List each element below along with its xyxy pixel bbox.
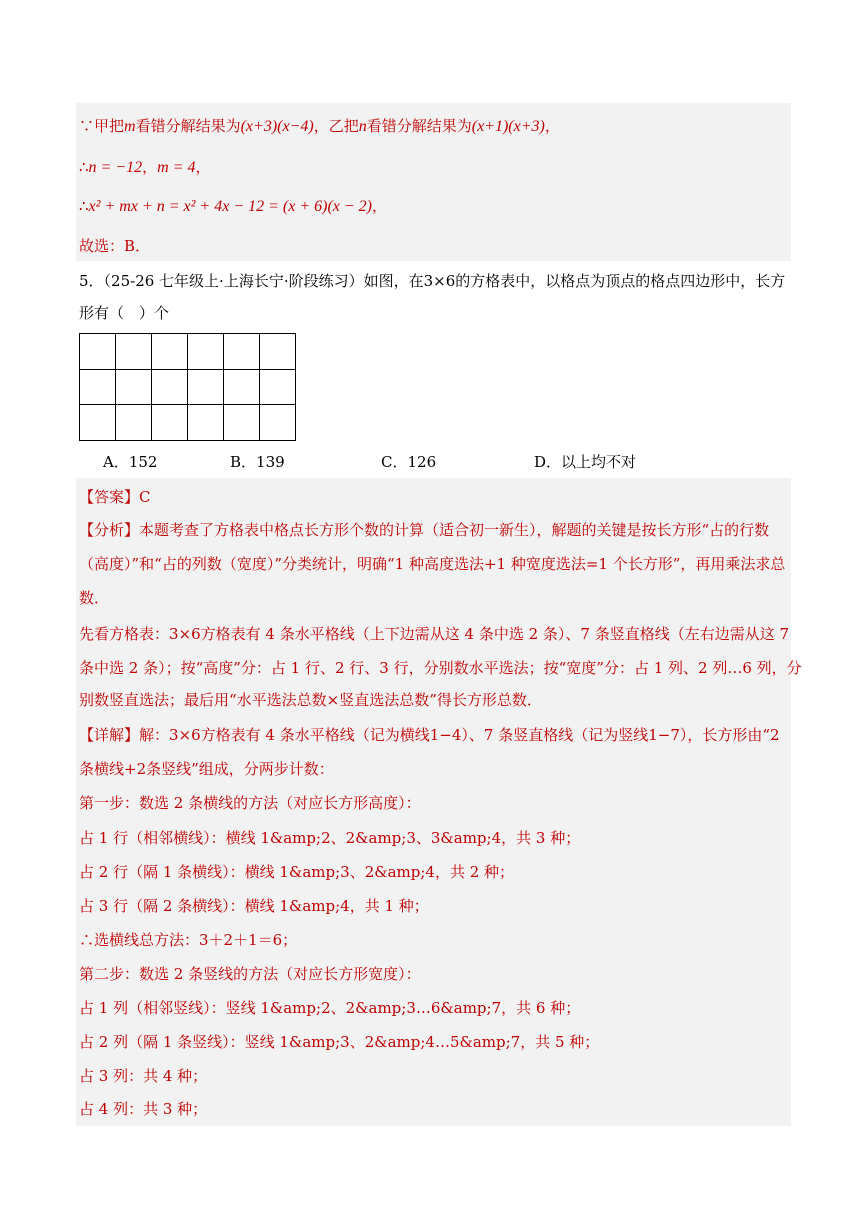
analysis-line-2: （高度）”和“占的列数（宽度）”分类统计，明确“1 种高度选法+1 种宽度选法=1 个长方形”，再用乘法求总 [79,555,786,573]
grid-cell [223,333,260,370]
step-line-1: 第一步：数选 2 条横线的方法（对应长方形高度）： [79,794,421,812]
analysis-line-1: 【分析】本题考查了方格表中格点长方形个数的计算（适合初一新生），解题的关键是按长方形“占的行数 [79,521,770,539]
step-line-8: 占 2 列（隔 1 条竖线）：竖线 1&amp;3、2&amp;4…5&amp;7，共 5 种； [79,1033,600,1051]
step-line-9: 占 3 列：共 4 种； [79,1067,208,1085]
look-line-2: 条中选 2 条）；按“高度”分：占 1 行、2 行、3 行，分别数水平选法；按“宽度”分：占 1 列、2 列…6 列，分 [79,659,802,677]
question-line-2: 形有（ ）个 [79,304,170,322]
grid-cell [79,404,116,441]
grid-cell [79,369,116,406]
grid-cell [151,404,188,441]
step-line-6: 第二步：数选 2 条竖线的方法（对应长方形宽度）： [79,965,421,983]
option-a[interactable]: A．152 [103,453,158,471]
solution-line-1: ∵甲把m看错分解结果为(x+3)(x−4)，乙把n看错分解结果为(x+1)(x+3)， [79,117,560,135]
grid-cell [151,333,188,370]
step-line-7: 占 1 列（相邻竖线）：竖线 1&amp;2、2&amp;3…6&amp;7，共 6 种； [79,999,581,1017]
grid-cell [79,333,116,370]
step-line-3: 占 2 行（隔 1 条横线）：横线 1&amp;3、2&amp;4，共 2 种； [79,863,515,881]
answer-line: 【答案】C [79,488,151,506]
look-line-1: 先看方格表：3×6方格表有 4 条水平格线（上下边需从这 4 条中选 2 条）、7 条竖直格线（左右边需从这 7 [79,625,790,643]
grid-cell [259,369,296,406]
grid-cell [115,404,152,441]
detail-line-2: 条横线+2条竖线”组成，分两步计数： [79,760,334,778]
option-d[interactable]: D．以上均不对 [534,453,637,471]
grid-cell [259,333,296,370]
grid-cell [151,369,188,406]
solution-line-2: ∴n = −12，m = 4， [79,158,211,176]
grid-cell [187,404,224,441]
option-c[interactable]: C．126 [381,453,437,471]
grid-cell [223,404,260,441]
grid-cell [223,369,260,406]
look-line-3: 别数竖直选法；最后用“水平选法总数×竖直选法总数”得长方形总数． [79,691,542,709]
grid-cell [115,333,152,370]
solution-line-3: ∴x² + mx + n = x² + 4x − 12 = (x + 6)(x − 2)， [79,197,388,215]
step-line-5: ∴选横线总方法：3＋2＋1＝6； [79,931,298,949]
step-line-4: 占 3 行（隔 2 条横线）：横线 1&amp;4，共 1 种； [79,897,429,915]
analysis-line-3: 数． [79,589,110,607]
solution-line-4: 故选：B． [79,237,151,255]
detail-line-1: 【详解】解：3×6方格表有 4 条水平格线（记为横线1−4）、7 条竖直格线（记为竖线1−7），长方形由“2 [79,726,780,744]
grid-figure [79,333,295,440]
step-line-10: 占 4 列：共 3 种； [79,1100,208,1118]
grid-cell [259,404,296,441]
grid-cell [115,369,152,406]
grid-cell [187,333,224,370]
step-line-2: 占 1 行（相邻横线）：横线 1&amp;2、2&amp;3、3&amp;4，共 3 种； [79,829,581,847]
option-b[interactable]: B．139 [230,453,285,471]
question-line-1: 5．（25-26 七年级上·上海长宁·阶段练习）如图，在3×6的方格表中，以格点为顶点的格点四边形中，长方 [79,272,786,290]
grid-cell [187,369,224,406]
